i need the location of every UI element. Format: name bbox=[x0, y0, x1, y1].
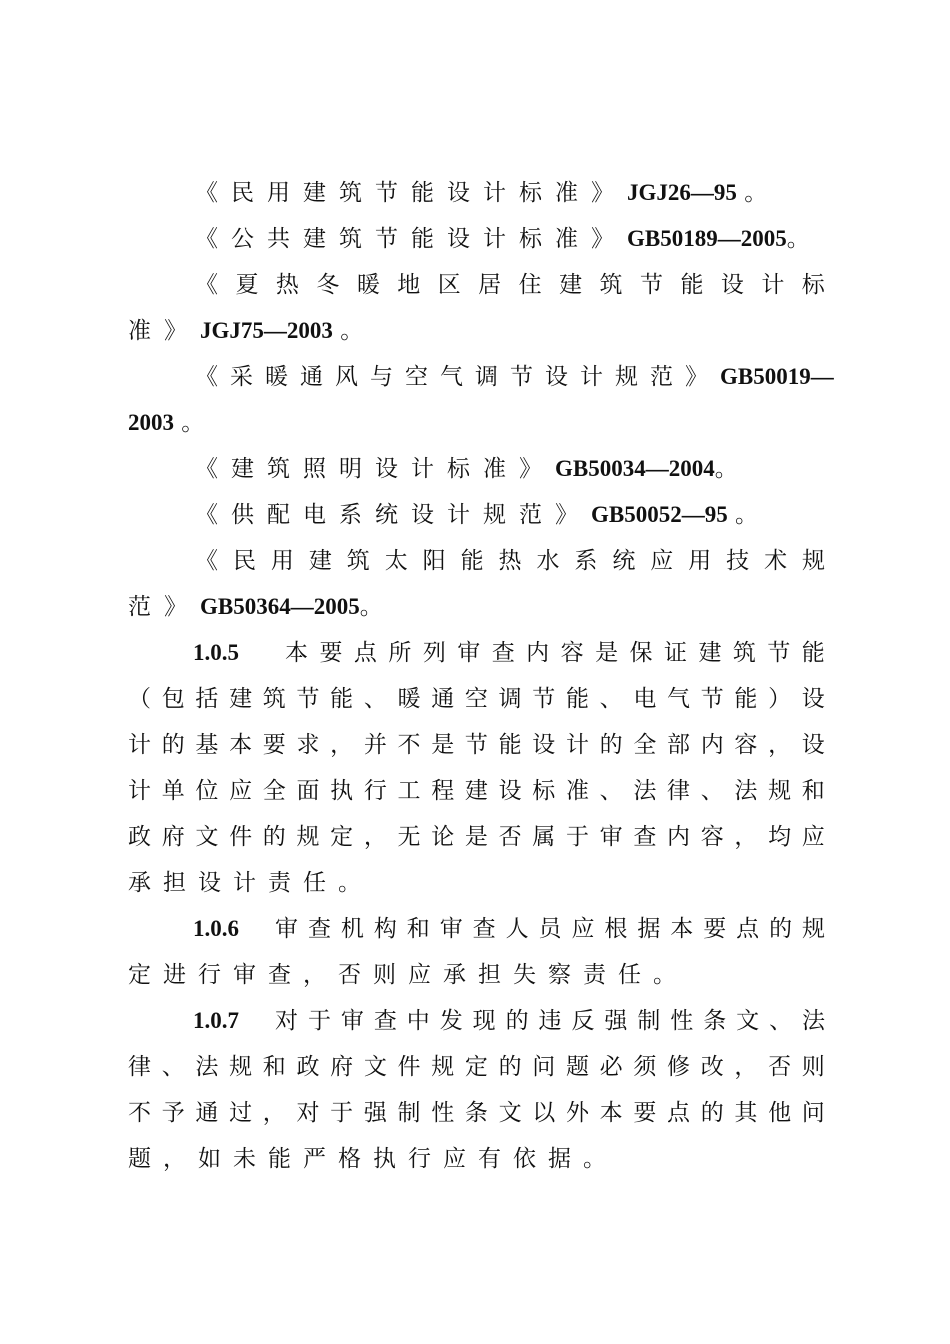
text-char: 点 bbox=[736, 916, 760, 942]
text-char: 政 bbox=[296, 1054, 320, 1080]
section-text: 题，如未能严格执行应有依据。 bbox=[128, 1146, 618, 1172]
text-char: 中 bbox=[406, 1008, 430, 1034]
text-char: 计 bbox=[565, 732, 589, 758]
text-char: 位 bbox=[195, 778, 219, 804]
text-char: 和 bbox=[262, 1054, 286, 1080]
text-char: 热 bbox=[498, 548, 522, 574]
standard-code: 2003 bbox=[128, 410, 174, 435]
standard-code: GB50052—95 bbox=[591, 502, 728, 527]
text-char: 的 bbox=[599, 732, 623, 758]
text-char: 能 bbox=[680, 272, 704, 298]
text-char: 列 bbox=[422, 640, 446, 666]
text-char: 法 bbox=[734, 778, 758, 804]
text-char: 区 bbox=[437, 272, 461, 298]
text-char: 程 bbox=[431, 778, 455, 804]
standard-code: GB50189—2005 bbox=[627, 226, 787, 251]
standard-ref-jgj26 bbox=[195, 170, 768, 216]
text-char: 冬 bbox=[316, 272, 340, 298]
text-char: 法 bbox=[195, 1054, 219, 1080]
text-char: 统 bbox=[612, 548, 636, 574]
text-char: 筑 bbox=[262, 686, 286, 712]
text-char: 本 bbox=[229, 732, 253, 758]
text-char: 据 bbox=[637, 916, 661, 942]
standard-ref-jgj75-line2 bbox=[128, 308, 728, 354]
text-char: 规 bbox=[802, 916, 825, 942]
standard-code: GB50034—2004 bbox=[555, 456, 715, 481]
text-char: 查 bbox=[633, 824, 657, 850]
text-char: 问 bbox=[532, 1054, 556, 1080]
text-char: 节 bbox=[639, 272, 663, 298]
text-char: 须 bbox=[633, 1054, 657, 1080]
text-char: 根 bbox=[604, 916, 628, 942]
text-char: 构 bbox=[373, 916, 397, 942]
text-char: 条 bbox=[464, 1100, 488, 1126]
text-char: 暖 bbox=[356, 272, 380, 298]
text-char: ， bbox=[330, 732, 354, 758]
text-char: 否 bbox=[498, 824, 522, 850]
text-char: 是 bbox=[595, 640, 619, 666]
text-char: 能 bbox=[734, 686, 758, 712]
text-char: 修 bbox=[667, 1054, 690, 1080]
text-char: 计 bbox=[128, 778, 151, 804]
text-char: 于 bbox=[307, 1008, 331, 1034]
text-char: 系 bbox=[574, 548, 598, 574]
punctuation: 。 bbox=[786, 226, 810, 252]
text-char: 夏 bbox=[235, 272, 259, 298]
text-char: 应 bbox=[229, 778, 253, 804]
text-char: 违 bbox=[538, 1008, 562, 1034]
text-char: 《 bbox=[195, 272, 218, 298]
text-char: 应 bbox=[801, 824, 825, 850]
text-char: 设 bbox=[801, 732, 825, 758]
text-char: 律 bbox=[667, 778, 690, 804]
section-1-0-6-last-line bbox=[128, 952, 728, 998]
text-char: 查 bbox=[491, 640, 515, 666]
text-char: 审 bbox=[275, 916, 298, 942]
text-char: 基 bbox=[195, 732, 219, 758]
text-char: 保 bbox=[629, 640, 653, 666]
section-1-0-6-first-line bbox=[193, 906, 825, 952]
text-char: 规 bbox=[296, 824, 320, 850]
text-char: 是 bbox=[464, 824, 488, 850]
section-text: 定进行审查，否则应承担失察责任。 bbox=[128, 962, 688, 988]
text-char: 反 bbox=[571, 1008, 595, 1034]
text-char: 容 bbox=[560, 640, 584, 666]
text-char: 建 bbox=[229, 686, 253, 712]
punctuation: 。 bbox=[332, 318, 364, 344]
text-char: 政 bbox=[128, 824, 151, 850]
standard-code: GB50019— bbox=[720, 364, 834, 389]
text-char: 律 bbox=[128, 1054, 151, 1080]
standard-title: 《建筑照明设计标准》 bbox=[195, 456, 555, 482]
section-1-0-5-line bbox=[128, 722, 825, 768]
text-char: ， bbox=[262, 1100, 286, 1126]
text-char: 要 bbox=[262, 732, 286, 758]
text-char: 审 bbox=[457, 640, 481, 666]
text-char: 设 bbox=[801, 686, 825, 712]
text-char: 于 bbox=[565, 824, 589, 850]
text-char: 全 bbox=[262, 778, 286, 804]
text-char: 规 bbox=[802, 548, 825, 574]
text-char: 热 bbox=[275, 272, 299, 298]
text-char: 、 bbox=[161, 1054, 185, 1080]
text-char: 电 bbox=[633, 686, 657, 712]
text-char: 规 bbox=[431, 1054, 455, 1080]
section-text bbox=[275, 998, 825, 1044]
section-text bbox=[275, 906, 825, 952]
text-char: 和 bbox=[406, 916, 430, 942]
text-char: 定 bbox=[330, 824, 354, 850]
standard-title: 《采暖通风与空气调节设计规范》 bbox=[195, 364, 720, 390]
text-char: 、 bbox=[599, 778, 623, 804]
text-char: 工 bbox=[397, 778, 421, 804]
standard-ref-gb50019-line1 bbox=[195, 354, 840, 400]
section-number: 1.0.7 bbox=[193, 1008, 239, 1033]
text-char: 技 bbox=[726, 548, 750, 574]
text-char: ， bbox=[734, 1054, 758, 1080]
text-char: 法 bbox=[633, 778, 657, 804]
punctuation: 。 bbox=[727, 502, 759, 528]
text-char: 《 bbox=[195, 548, 218, 574]
text-char: 计 bbox=[128, 732, 151, 758]
text-char: 问 bbox=[801, 1100, 825, 1126]
text-char: 对 bbox=[275, 1008, 298, 1034]
standard-title: 《公共建筑节能设计标准》 bbox=[195, 226, 627, 252]
text-char: 括 bbox=[195, 686, 219, 712]
text-char: 予 bbox=[161, 1100, 185, 1126]
text-char: 设 bbox=[532, 732, 556, 758]
section-number: 1.0.5 bbox=[193, 640, 239, 665]
section-1-0-5-last-line bbox=[128, 860, 528, 906]
text-char: 准 bbox=[565, 778, 589, 804]
text-char: 能 bbox=[330, 686, 354, 712]
text-char: 气 bbox=[667, 686, 690, 712]
section-1-0-5-line bbox=[128, 676, 825, 722]
text-char: 建 bbox=[698, 640, 722, 666]
section-1-0-7-line bbox=[128, 1090, 825, 1136]
text-char: 单 bbox=[161, 778, 185, 804]
text-char: 查 bbox=[472, 916, 496, 942]
text-char: 性 bbox=[670, 1008, 694, 1034]
text-char: 是 bbox=[431, 732, 455, 758]
standard-ref-gb50019-line2 bbox=[128, 400, 428, 446]
text-char: 用 bbox=[688, 548, 712, 574]
text-char: 改 bbox=[700, 1054, 724, 1080]
text-char: 规 bbox=[768, 778, 792, 804]
text-char: 审 bbox=[439, 916, 463, 942]
text-char: 本 bbox=[599, 1100, 623, 1126]
text-char: 的 bbox=[700, 1100, 724, 1126]
text-char: 府 bbox=[330, 1054, 354, 1080]
text-char: 点 bbox=[667, 1100, 690, 1126]
text-char: 性 bbox=[431, 1100, 455, 1126]
punctuation: 。 bbox=[174, 410, 205, 436]
text-char: ） bbox=[768, 686, 792, 712]
text-char: 人 bbox=[505, 916, 529, 942]
text-char: 筑 bbox=[346, 548, 370, 574]
text-char: 的 bbox=[161, 732, 185, 758]
standard-ref-gb50364-line1 bbox=[195, 538, 825, 584]
text-char: 要 bbox=[633, 1100, 657, 1126]
section-text: 承担设计责任。 bbox=[128, 870, 373, 896]
text-char: 节 bbox=[464, 732, 488, 758]
text-char: 、 bbox=[700, 778, 724, 804]
text-char: 机 bbox=[340, 916, 364, 942]
text-char: 节 bbox=[767, 640, 791, 666]
text-char: 调 bbox=[498, 686, 522, 712]
section-1-0-5-line bbox=[128, 814, 825, 860]
text-char: 建 bbox=[559, 272, 583, 298]
text-char: 本 bbox=[285, 640, 308, 666]
text-char: 的 bbox=[498, 1054, 522, 1080]
text-char: 不 bbox=[128, 1100, 151, 1126]
text-char: 审 bbox=[599, 824, 623, 850]
text-char: 的 bbox=[769, 916, 793, 942]
text-char: 属 bbox=[532, 824, 556, 850]
text-char: 要 bbox=[703, 916, 727, 942]
section-1-0-7-last-line bbox=[128, 1136, 728, 1182]
standard-ref-gb50052 bbox=[195, 492, 795, 538]
text-char: 的 bbox=[262, 824, 286, 850]
standard-ref-gb50364-line2 bbox=[128, 584, 728, 630]
text-char: 并 bbox=[363, 732, 387, 758]
text-char: 住 bbox=[518, 272, 542, 298]
text-char: 容 bbox=[700, 824, 724, 850]
text-char: 要 bbox=[319, 640, 343, 666]
text-char: 应 bbox=[571, 916, 595, 942]
text-char: 条 bbox=[703, 1008, 727, 1034]
text-char: 节 bbox=[296, 686, 320, 712]
text-char: 面 bbox=[296, 778, 320, 804]
text-char: 否 bbox=[768, 1054, 792, 1080]
section-1-0-5-first-line bbox=[193, 630, 825, 676]
text-char: 容 bbox=[734, 732, 758, 758]
text-char: 用 bbox=[270, 548, 294, 574]
text-char: 太 bbox=[384, 548, 408, 574]
text-char: 过 bbox=[229, 1100, 253, 1126]
text-char: 应 bbox=[650, 548, 674, 574]
standard-ref-gb50034 bbox=[195, 446, 795, 492]
section-1-0-5-line bbox=[128, 768, 825, 814]
section-number: 1.0.6 bbox=[193, 916, 239, 941]
text-char: 均 bbox=[768, 824, 792, 850]
text-char: 能 bbox=[460, 548, 484, 574]
text-char: 标 bbox=[532, 778, 556, 804]
text-char: 制 bbox=[637, 1008, 661, 1034]
text-char: 府 bbox=[161, 824, 185, 850]
text-char: 证 bbox=[663, 640, 687, 666]
text-char: 现 bbox=[472, 1008, 496, 1034]
section-text bbox=[285, 630, 825, 676]
text-char: 暖 bbox=[397, 686, 421, 712]
text-char: 本 bbox=[670, 916, 694, 942]
text-char: 居 bbox=[478, 272, 502, 298]
text-char: 节 bbox=[532, 686, 556, 712]
text-char: 水 bbox=[536, 548, 560, 574]
text-char: 设 bbox=[498, 778, 522, 804]
text-char: 节 bbox=[700, 686, 724, 712]
text-char: 能 bbox=[565, 686, 589, 712]
text-char: 建 bbox=[308, 548, 332, 574]
text-char: 筑 bbox=[599, 272, 623, 298]
text-char: 他 bbox=[768, 1100, 792, 1126]
text-char: 、 bbox=[769, 1008, 793, 1034]
text-char: 能 bbox=[801, 640, 825, 666]
text-char: 件 bbox=[397, 1054, 421, 1080]
text-char: 求 bbox=[296, 732, 320, 758]
text-char: 规 bbox=[229, 1054, 253, 1080]
text-char: 内 bbox=[700, 732, 724, 758]
text-char: 不 bbox=[397, 732, 421, 758]
text-char: 对 bbox=[296, 1100, 320, 1126]
text-char: 则 bbox=[801, 1054, 825, 1080]
text-char: 审 bbox=[340, 1008, 364, 1034]
punctuation: 。 bbox=[359, 594, 383, 620]
standard-ref-jgj75-line1 bbox=[195, 262, 825, 308]
text-char: 所 bbox=[388, 640, 412, 666]
text-char: 文 bbox=[195, 824, 219, 850]
text-char: 查 bbox=[307, 916, 331, 942]
text-char: 文 bbox=[363, 1054, 387, 1080]
text-char: 地 bbox=[397, 272, 421, 298]
text-char: 题 bbox=[565, 1054, 589, 1080]
text-char: 员 bbox=[538, 916, 562, 942]
punctuation: 。 bbox=[714, 456, 738, 482]
text-char: 、 bbox=[599, 686, 623, 712]
text-char: 于 bbox=[330, 1100, 354, 1126]
text-char: 计 bbox=[761, 272, 785, 298]
text-char: 内 bbox=[667, 824, 690, 850]
text-char: 其 bbox=[734, 1100, 758, 1126]
text-char: 内 bbox=[526, 640, 550, 666]
standard-title: 《供配电系统设计规范》 bbox=[195, 502, 591, 528]
text-char: 行 bbox=[363, 778, 387, 804]
text-char: 文 bbox=[736, 1008, 760, 1034]
text-char: 民 bbox=[232, 548, 256, 574]
standard-code: JGJ26—95 bbox=[627, 180, 737, 205]
text-char: 术 bbox=[764, 548, 788, 574]
text-char: 文 bbox=[498, 1100, 522, 1126]
text-char: 定 bbox=[464, 1054, 488, 1080]
text-char: （ bbox=[128, 686, 151, 712]
text-char: 全 bbox=[633, 732, 657, 758]
text-char: 必 bbox=[599, 1054, 623, 1080]
text-char: 建 bbox=[464, 778, 488, 804]
standard-code: GB50364—2005 bbox=[200, 594, 360, 619]
text-char: 以 bbox=[532, 1100, 556, 1126]
section-1-0-7-line bbox=[128, 1044, 825, 1090]
text-char: 空 bbox=[464, 686, 488, 712]
text-char: 执 bbox=[330, 778, 354, 804]
standard-code: JGJ75—2003 bbox=[200, 318, 333, 343]
text-char: 能 bbox=[498, 732, 522, 758]
standard-title: 范》 bbox=[128, 594, 200, 620]
text-char: 阳 bbox=[422, 548, 446, 574]
standard-ref-gb50189 bbox=[195, 216, 810, 262]
text-char: ， bbox=[363, 824, 387, 850]
text-char: 筑 bbox=[732, 640, 756, 666]
text-char: 强 bbox=[363, 1100, 387, 1126]
text-char: 设 bbox=[720, 272, 744, 298]
text-char: 和 bbox=[801, 778, 825, 804]
text-char: ， bbox=[734, 824, 758, 850]
text-char: 部 bbox=[667, 732, 690, 758]
section-1-0-7-first-line bbox=[193, 998, 825, 1044]
text-char: 通 bbox=[195, 1100, 219, 1126]
text-char: 点 bbox=[353, 640, 377, 666]
text-char: ， bbox=[768, 732, 792, 758]
text-char: 标 bbox=[801, 272, 825, 298]
text-char: 无 bbox=[397, 824, 421, 850]
text-char: 包 bbox=[161, 686, 185, 712]
text-char: 发 bbox=[439, 1008, 463, 1034]
text-char: 强 bbox=[604, 1008, 628, 1034]
text-char: 论 bbox=[431, 824, 455, 850]
text-char: 查 bbox=[373, 1008, 397, 1034]
standard-title: 《民用建筑节能设计标准》 bbox=[195, 180, 627, 206]
text-char: 、 bbox=[363, 686, 387, 712]
text-char: 制 bbox=[397, 1100, 421, 1126]
punctuation: 。 bbox=[736, 180, 768, 206]
standard-title: 准》 bbox=[128, 318, 200, 344]
text-char: 的 bbox=[505, 1008, 529, 1034]
text-char: 法 bbox=[802, 1008, 825, 1034]
text-char: 外 bbox=[565, 1100, 589, 1126]
text-char: 件 bbox=[229, 824, 253, 850]
text-char: 通 bbox=[431, 686, 455, 712]
